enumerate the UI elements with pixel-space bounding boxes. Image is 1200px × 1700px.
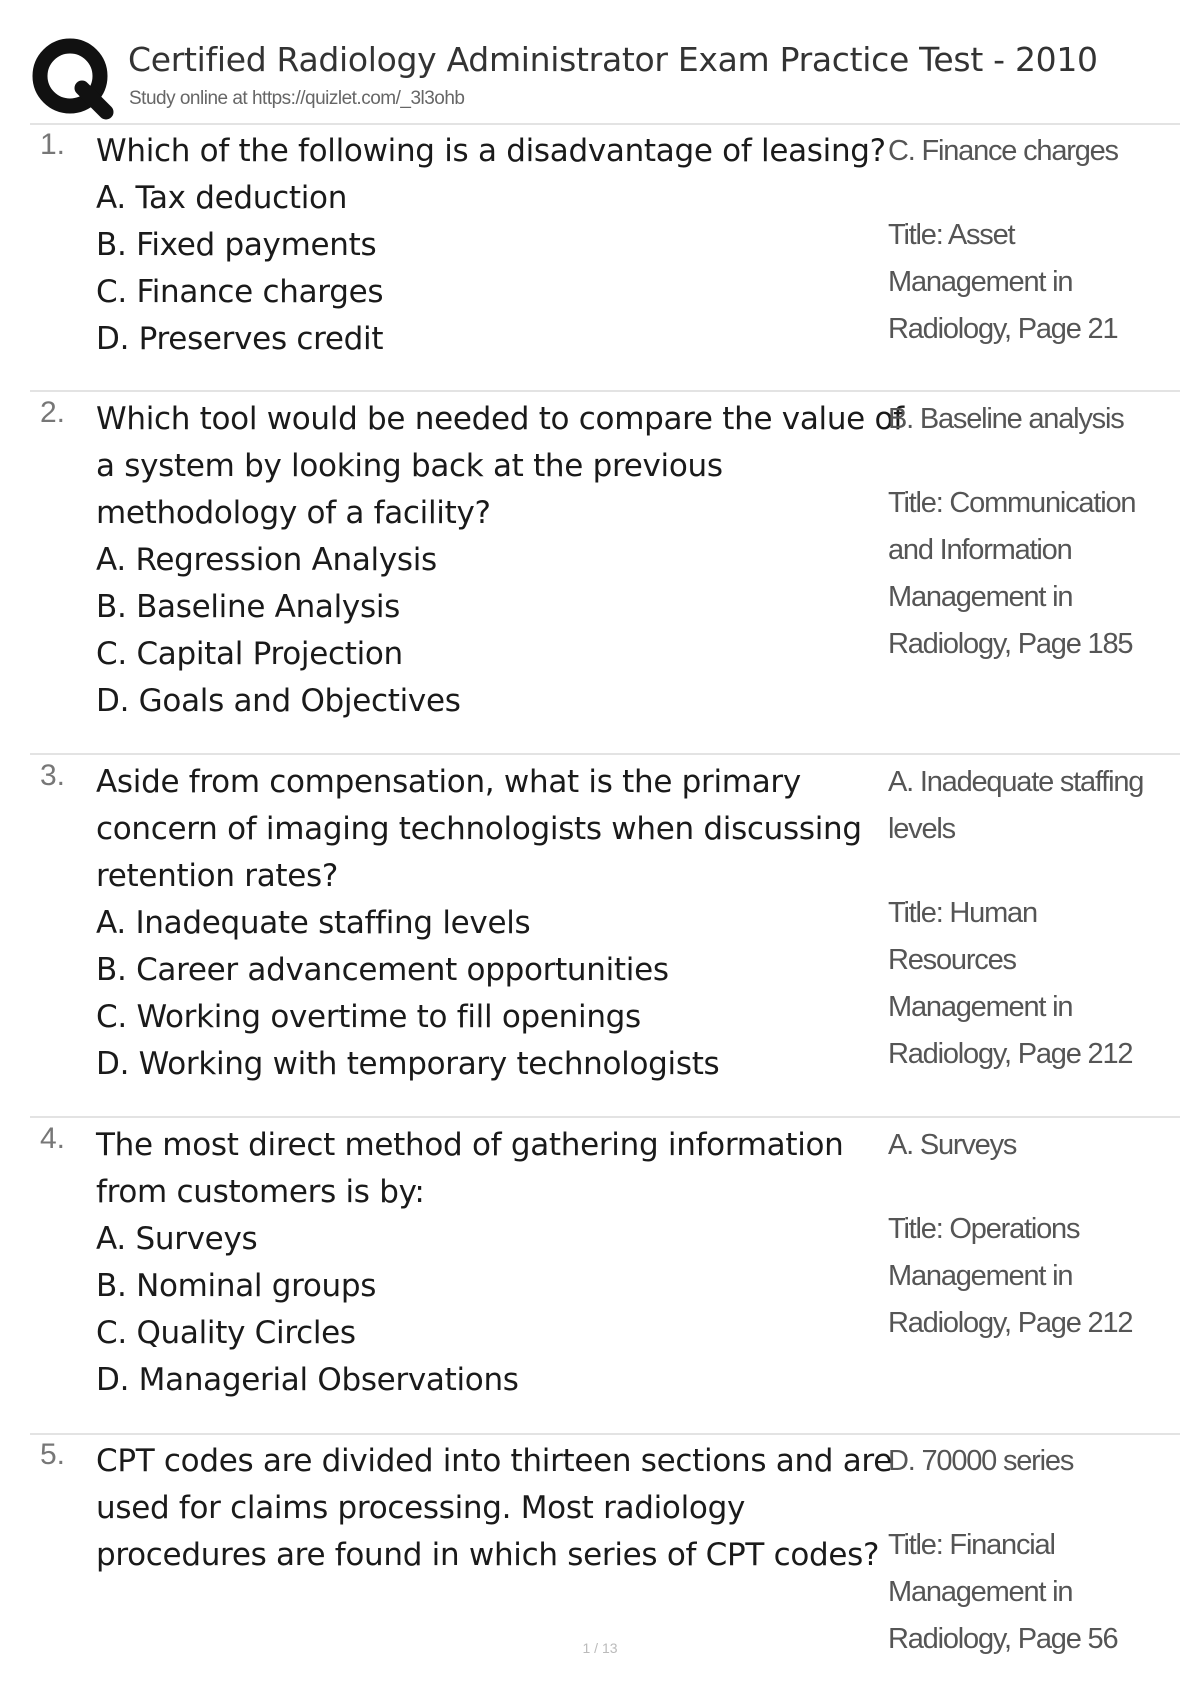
answer-option: A. Regression Analysis: [96, 542, 437, 578]
question-number: 2.: [40, 396, 66, 429]
answer-source: Title: Human Resources Management in Radiology, Page 212: [888, 897, 1133, 1070]
answer-source: Title: Financial Management in Radiology, Page 56: [888, 1529, 1118, 1655]
question-body: [96, 759, 916, 1088]
question-text: Which tool would be needed to compare the value of a system by looking back at the previous methodology of a facility?: [96, 401, 904, 531]
correct-answer: B. Baseline analysis: [888, 403, 1124, 435]
answer-option: B. Nominal groups: [96, 1268, 377, 1304]
divider: [30, 123, 1180, 125]
answer-option: C. Finance charges: [96, 274, 384, 310]
question-text: The most direct method of gathering information from customers is by:: [96, 1127, 844, 1210]
answer-option: D. Managerial Observations: [96, 1362, 519, 1398]
answer-column: [888, 759, 1168, 1078]
answer-option: B. Baseline Analysis: [96, 589, 400, 625]
answer-source: Title: Operations Management in Radiology, Page 212: [888, 1213, 1133, 1339]
document-title: Certified Radiology Administrator Exam Practice Test - 2010: [128, 40, 1098, 79]
question-text: Which of the following is a disadvantage of leasing?: [96, 133, 886, 169]
answer-option: A. Inadequate staffing levels: [96, 905, 531, 941]
answer-source: Title: Communication and Information Management in Radiology, Page 185: [888, 487, 1136, 660]
correct-answer: D. 70000 series: [888, 1445, 1074, 1477]
page-number: 1 / 13: [582, 1640, 618, 1656]
correct-answer: C. Finance charges: [888, 135, 1118, 167]
answer-option: C. Working overtime to fill openings: [96, 999, 641, 1035]
question-number: 3.: [40, 759, 66, 792]
divider: [30, 753, 1180, 755]
answer-column: [888, 1122, 1168, 1347]
question-number: 1.: [40, 128, 66, 161]
answer-column: [888, 396, 1168, 668]
answer-option: C. Quality Circles: [96, 1315, 356, 1351]
answer-option: D. Goals and Objectives: [96, 683, 461, 719]
document-header: [30, 36, 1180, 126]
question-body: [96, 396, 916, 725]
answer-option: D. Working with temporary technologists: [96, 1046, 720, 1082]
answer-option: A. Surveys: [96, 1221, 258, 1257]
question-number: 4.: [40, 1122, 66, 1155]
correct-answer: A. Inadequate staffing levels: [888, 766, 1144, 845]
correct-answer: A. Surveys: [888, 1129, 1017, 1161]
answer-option: A. Tax deduction: [96, 180, 348, 216]
study-online-link[interactable]: Study online at https://quizlet.com/_3l3ohb: [129, 88, 465, 109]
answer-option: B. Fixed payments: [96, 227, 377, 263]
answer-source: Title: Asset Management in Radiology, Page 21: [888, 219, 1118, 345]
divider: [30, 1433, 1180, 1435]
divider: [30, 390, 1180, 392]
answer-column: [888, 1438, 1168, 1663]
question-text: Aside from compensation, what is the primary concern of imaging technologists when discussing retention rates?: [96, 764, 862, 894]
divider: [30, 1116, 1180, 1118]
answer-option: B. Career advancement opportunities: [96, 952, 669, 988]
question-body: [96, 1122, 916, 1404]
quizlet-q-logo-icon: [30, 36, 114, 120]
answer-option: C. Capital Projection: [96, 636, 403, 672]
question-body: [96, 128, 916, 363]
answer-column: [888, 128, 1168, 353]
question-body: [96, 1438, 916, 1579]
question-text: CPT codes are divided into thirteen sections and are used for claims processing. Most radiology procedures are found in which series of CPT codes?: [96, 1443, 892, 1573]
question-number: 5.: [40, 1438, 66, 1471]
answer-option: D. Preserves credit: [96, 321, 384, 357]
